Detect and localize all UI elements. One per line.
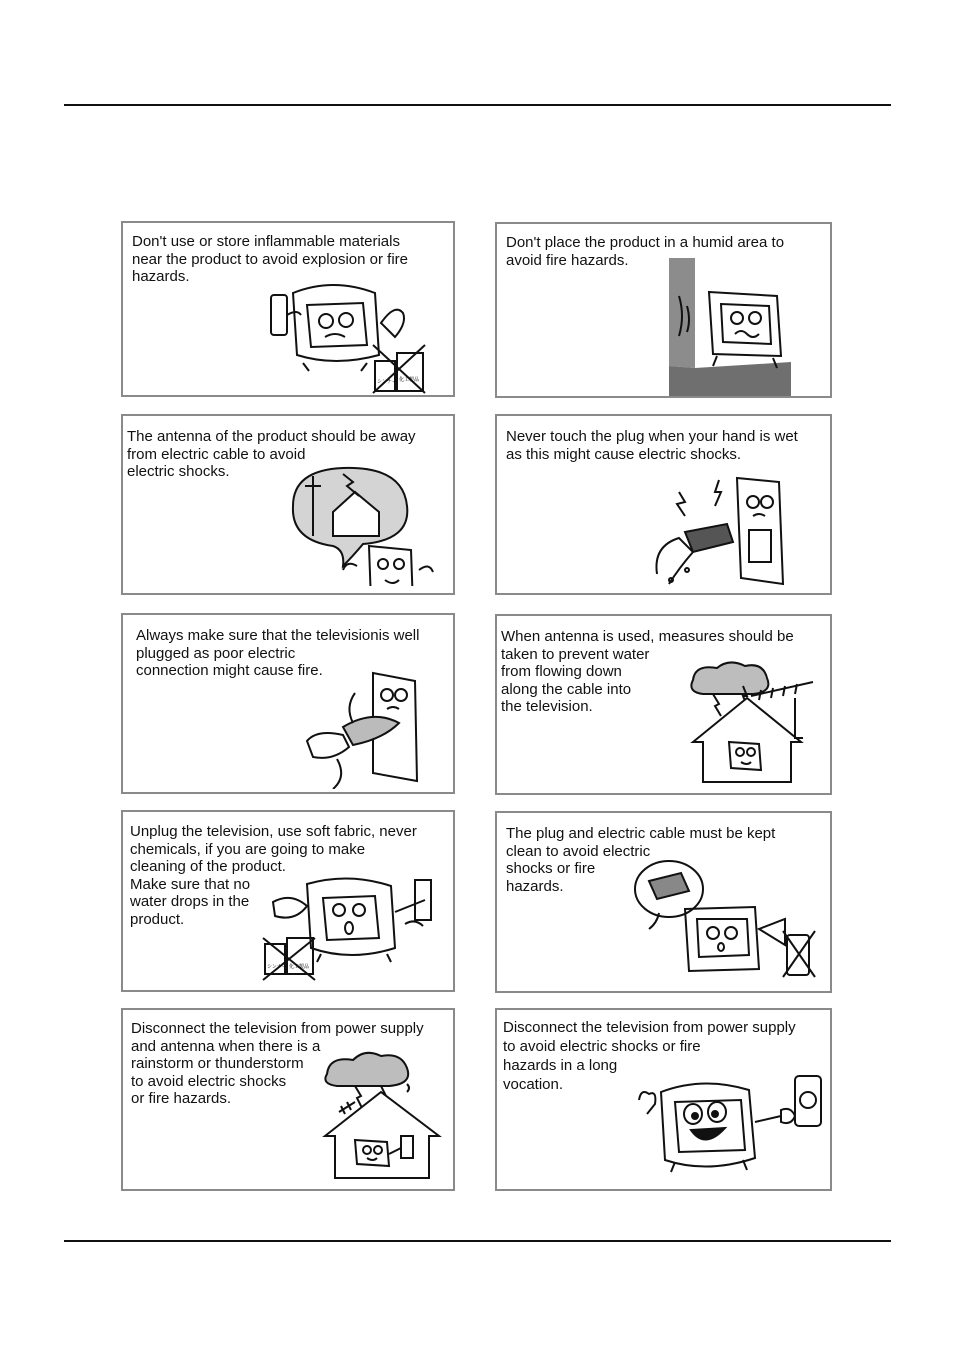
warning-panel-wet-hand — [495, 414, 832, 595]
cleaning-tv-illustration — [255, 872, 435, 982]
plug-insertion-illustration — [303, 669, 433, 789]
panel-text: The antenna of the product should be away from electric cable to avoid electric shocks. — [127, 428, 416, 480]
antenna-near-cable-illustration — [283, 456, 443, 586]
chemical-label-left: シンナー — [377, 379, 397, 385]
header-rule — [64, 104, 891, 106]
warning-panel-clean-plug — [495, 811, 832, 993]
warning-panel-antenna-water — [495, 614, 832, 795]
chemical-label-right: 化工製品 — [399, 377, 420, 383]
warning-panel-vacation-disconnect — [495, 1008, 832, 1191]
warning-panel-cleaning — [121, 810, 455, 992]
chemical-label-left: シンナー — [267, 964, 287, 970]
happy-tv-unplug-illustration — [631, 1070, 831, 1180]
warning-panel-plugged-well — [121, 613, 455, 794]
panel-text: Don't place the product in a humid area to avoid fire hazards. — [506, 234, 785, 269]
panel-text: When antenna is used, measures should be taken to prevent water from flowing down along the cable into the television. — [501, 628, 794, 715]
tv-in-humid-corner-illustration — [669, 256, 799, 396]
warning-panel-storm-disconnect — [121, 1008, 455, 1191]
panel-text: Always make sure that the televisionis well plugged as poor electric connection might cause fire. — [136, 627, 420, 679]
panel-text: Unplug the television, use soft fabric, never chemicals, if you are going to make cleaning of the product. Make sure that no water drops in the product. — [130, 823, 417, 928]
panel-text: Never touch the plug when your hand is wet as this might cause electric shocks. — [506, 428, 798, 463]
panel-text: Disconnect the television from power supply to avoid electric shocks or fire hazards in a long vocation. — [503, 1019, 796, 1093]
panel-text: Disconnect the television from power supply and antenna when there is a rainstorm or thunderstorm to avoid electric shocks or fire hazards. — [131, 1020, 424, 1107]
house-storm-unplug-illustration — [315, 1044, 455, 1184]
wet-hand-plug-illustration — [649, 474, 799, 594]
panel-text: Don't use or store inflammable materials near the product to avoid explosion or fire hazards. — [132, 233, 408, 285]
house-antenna-storm-illustration — [683, 658, 823, 788]
clean-plug-spray-illustration — [631, 859, 831, 979]
warning-panel-inflammable — [121, 221, 455, 397]
chemical-label-right: 化工製品 — [289, 964, 310, 970]
footer-rule — [64, 1240, 891, 1242]
warning-panel-antenna-cable — [121, 414, 455, 595]
warning-panel-humid — [495, 222, 832, 398]
panel-text: The plug and electric cable must be kept clean to avoid electric shocks or fire hazards. — [506, 825, 776, 895]
tv-with-chemicals-illustration — [263, 275, 433, 395]
